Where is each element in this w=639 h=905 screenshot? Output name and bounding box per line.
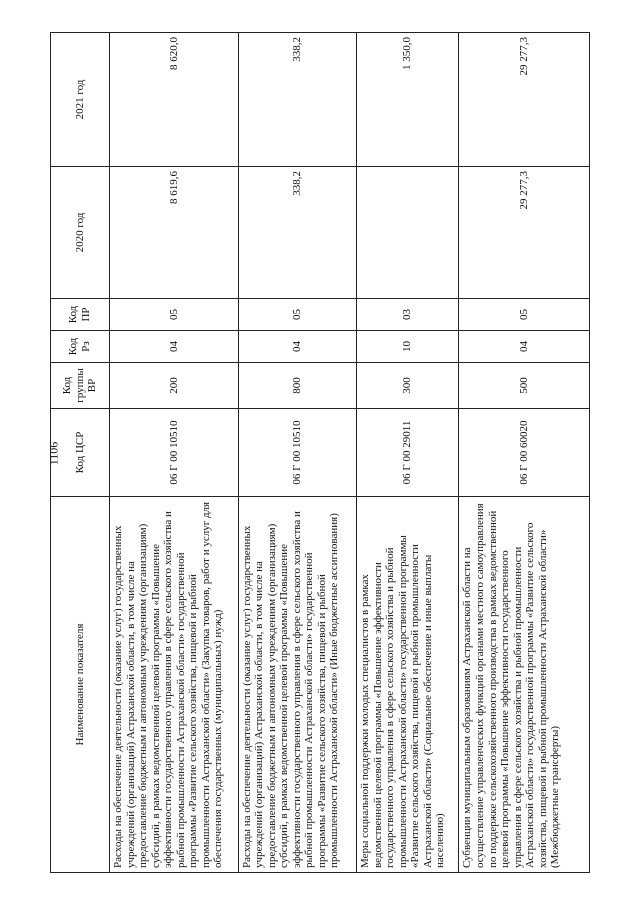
row-vr: 200 <box>109 362 238 408</box>
row-2020: 29 277,3 <box>458 166 589 298</box>
row-2021: 8 620,0 <box>109 32 238 166</box>
row-rz: 10 <box>356 330 458 362</box>
table-header-row <box>50 32 109 872</box>
row-2020 <box>356 166 458 298</box>
header-2021: 2021 год <box>50 32 109 166</box>
row-name: Расходы на обеспечение деятельности (оказание услуг) государственных учреждений (организаций) Астраханской области, в том числе на предоставление бюджетным и автономным учреждениям (организациям) субсидий, в рамках ведомственной целевой программы «Повышение эффективности государственного управления в сфере сельского хозяйства и рыбной промышленности Астраханской области» государственной программы «Развитие сельского хозяйства, пищевой и рыбной промышленности Астраханской области» (Закупка товаров, работ и услуг для обеспечения государственных (муниципальных) нужд) <box>109 496 238 872</box>
row-pr: 05 <box>238 298 356 330</box>
row-pr: 05 <box>458 298 589 330</box>
row-2021: 1 350,0 <box>356 32 458 166</box>
page-number: 1106 <box>46 441 61 466</box>
row-vr: 300 <box>356 362 458 408</box>
row-csr: 06 Г 00 10510 <box>238 408 356 496</box>
table-row <box>458 32 589 872</box>
row-vr: 800 <box>238 362 356 408</box>
row-pr: 05 <box>109 298 238 330</box>
header-rz: Код Рз <box>50 330 109 362</box>
row-csr: 06 Г 00 10510 <box>109 408 238 496</box>
row-csr: 06 Г 00 60020 <box>458 408 589 496</box>
header-vr: Код группы ВР <box>50 362 109 408</box>
row-pr: 03 <box>356 298 458 330</box>
row-name: Меры социальной поддержки молодых специалистов в рамках ведомственной целевой программы «Повышение эффективности государственного управления в сфере сельского хозяйства и рыбной промышленности Астраханской области» государственной программы «Развитие сельского хозяйства, пищевой и рыбной промышленности Астраханской области» (Социальное обеспечение и иные выплаты населению) <box>356 496 458 872</box>
row-csr: 06 Г 00 29011 <box>356 408 458 496</box>
table-row <box>238 32 356 872</box>
row-2020: 338,2 <box>238 166 356 298</box>
table-row <box>356 32 458 872</box>
row-rz: 04 <box>458 330 589 362</box>
row-2021: 29 277,3 <box>458 32 589 166</box>
row-vr: 500 <box>458 362 589 408</box>
budget-table <box>50 32 590 873</box>
header-2020: 2020 год <box>50 166 109 298</box>
row-name: Субвенции муниципальным образованиям Астраханской области на осуществление управленческих функций органами местного самоуправления по поддержке сельскохозяйственного производства в рамках ведомственной целевой программы «Повышение эффективности государственного управления в сфере сельского хозяйства и рыбной промышленности Астраханской области» государственной программы «Развитие сельского хозяйства, пищевой и рыбной промышленности Астраханской области» (Межбюджетные трансферты) <box>458 496 589 872</box>
row-2020: 8 619,6 <box>109 166 238 298</box>
header-pr: Код ПР <box>50 298 109 330</box>
row-name: Расходы на обеспечение деятельности (оказание услуг) государственных учреждений (организаций) Астраханской области, в том числе на предоставление бюджетным и автономным учреждениям (организациям) субсидий, в рамках ведомственной целевой программы «Повышение эффективности государственного управления в сфере сельского хозяйства и рыбной промышленности Астраханской области» государственной программы «Развитие сельского хозяйства, пищевой и рыбной промышленности Астраханской области» (Иные бюджетные ассигнования) <box>238 496 356 872</box>
row-rz: 04 <box>109 330 238 362</box>
header-csr: Код ЦСР <box>50 408 109 496</box>
header-name: Наименование показателя <box>50 496 109 872</box>
row-2021: 338,2 <box>238 32 356 166</box>
row-rz: 04 <box>238 330 356 362</box>
table-row <box>109 32 238 872</box>
rotated-page <box>50 33 590 873</box>
